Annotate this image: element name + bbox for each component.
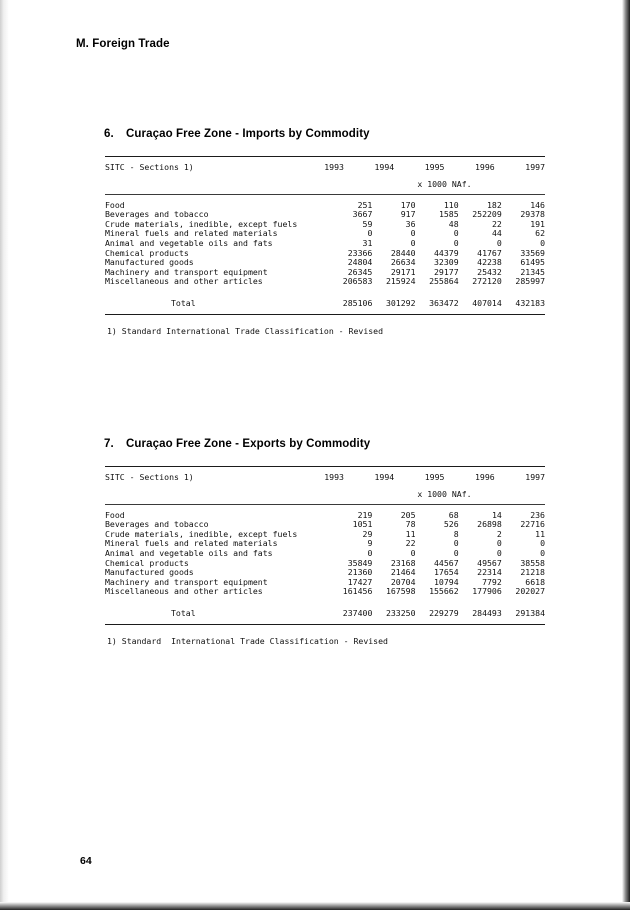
unit-spacer-4 xyxy=(495,174,545,194)
row-value: 17427 xyxy=(347,576,373,587)
row-value: 9 xyxy=(367,538,373,549)
row-label: Food xyxy=(105,199,125,210)
row-value: 22314 xyxy=(477,567,502,578)
row-value: 0 xyxy=(540,538,545,549)
table-header-row xyxy=(105,467,545,484)
row-value: 7792 xyxy=(482,576,502,587)
row-value: 44 xyxy=(491,228,502,239)
table-number: 7. xyxy=(104,438,114,450)
year-header-1994: 1994 xyxy=(374,472,395,482)
row-value: 205 xyxy=(400,509,416,520)
row-label: Machinery and transport equipment xyxy=(105,576,268,587)
row-value: 236 xyxy=(530,509,545,520)
row-value: 0 xyxy=(453,547,459,558)
table-block-exports xyxy=(8,438,630,646)
table-number: 6. xyxy=(104,128,114,140)
year-header-1996: 1996 xyxy=(475,472,495,482)
row-value: 2 xyxy=(496,528,502,539)
table-header-row xyxy=(105,157,545,174)
row-value: 285997 xyxy=(515,276,545,287)
row-value: 21345 xyxy=(520,266,545,277)
unit-spacer xyxy=(105,484,290,504)
year-header-1994: 1994 xyxy=(374,162,395,172)
scan-edge-bottom xyxy=(0,902,630,910)
row-value: 215924 xyxy=(385,276,416,287)
row-label: Manufactured goods xyxy=(105,257,194,268)
row-value: 44567 xyxy=(434,557,459,568)
row-value: 526 xyxy=(443,519,459,530)
row-value: 206583 xyxy=(342,276,373,287)
row-value: 252209 xyxy=(472,209,502,220)
row-value: 10794 xyxy=(434,576,459,587)
footnote-imports: 1) Standard International Trade Classification - Revised xyxy=(107,325,384,336)
row-value: 29177 xyxy=(434,266,459,277)
table-exports xyxy=(105,466,545,625)
table-title-text: Curaçao Free Zone - Exports by Commodity xyxy=(126,438,371,450)
total-value: 229279 xyxy=(429,607,459,618)
row-value: 0 xyxy=(496,538,502,549)
row-value: 26898 xyxy=(477,519,502,530)
scan-edge-right xyxy=(622,0,630,910)
row-value: 0 xyxy=(410,547,416,558)
table-imports-body xyxy=(105,195,545,314)
row-label: Animal and vegetable oils and fats xyxy=(105,547,273,558)
row-value: 161456 xyxy=(342,586,373,597)
row-value: 26634 xyxy=(390,257,416,268)
row-value: 21218 xyxy=(520,567,545,578)
row-value: 49567 xyxy=(477,557,502,568)
total-label: Total xyxy=(171,607,196,618)
row-label: Beverages and tobacco xyxy=(105,519,209,530)
row-value: 35849 xyxy=(347,557,373,568)
row-value: 28440 xyxy=(390,247,416,258)
total-value: 301292 xyxy=(385,297,416,308)
table-row xyxy=(105,277,545,290)
rule-bottom xyxy=(105,314,545,315)
row-value: 29 xyxy=(362,528,373,539)
unit-spacer-2 xyxy=(290,484,344,504)
row-label: Crude materials, inedible, except fuels xyxy=(105,218,298,229)
row-label: Machinery and transport equipment xyxy=(105,266,268,277)
year-header-1993: 1993 xyxy=(324,162,344,172)
row-value: 41767 xyxy=(477,247,502,258)
table-block-imports xyxy=(8,128,630,336)
row-value: 25432 xyxy=(477,266,502,277)
row-value: 36 xyxy=(405,218,416,229)
table-title-imports xyxy=(104,128,630,140)
row-value: 0 xyxy=(367,547,373,558)
row-label: Food xyxy=(105,509,125,520)
row-value: 11 xyxy=(405,528,416,539)
row-label: Manufactured goods xyxy=(105,567,194,578)
stub-header: SITC - Sections 1) xyxy=(105,162,194,172)
row-value: 23168 xyxy=(390,557,416,568)
row-label: Chemical products xyxy=(105,557,189,568)
row-value: 155662 xyxy=(429,586,459,597)
year-header-1996: 1996 xyxy=(475,162,495,172)
row-value: 21464 xyxy=(390,567,416,578)
row-value: 0 xyxy=(540,547,545,558)
row-value: 170 xyxy=(400,199,416,210)
row-value: 1585 xyxy=(438,209,459,220)
row-value: 177906 xyxy=(472,586,502,597)
row-value: 42238 xyxy=(477,257,502,268)
unit-label: x 1000 NAf. xyxy=(417,178,472,189)
row-value: 202027 xyxy=(515,586,545,597)
total-value: 291384 xyxy=(515,607,545,618)
table-row xyxy=(105,505,545,521)
row-value: 272120 xyxy=(472,276,502,287)
row-label: Mineral fuels and related materials xyxy=(105,538,278,549)
row-value: 62 xyxy=(535,228,545,239)
row-value: 14 xyxy=(491,509,502,520)
row-value: 31 xyxy=(362,237,373,248)
table-imports-grid xyxy=(105,157,545,194)
unit-label: x 1000 NAf. xyxy=(417,488,472,499)
unit-row xyxy=(105,484,545,504)
row-label: Miscellaneous and other articles xyxy=(105,276,263,287)
row-value: 59 xyxy=(362,218,373,229)
row-value: 26345 xyxy=(347,266,373,277)
row-value: 17654 xyxy=(434,567,459,578)
footnote-exports: 1) Standard International Trade Classification - Revised xyxy=(107,635,388,646)
rule-bottom xyxy=(105,624,545,625)
row-value: 22 xyxy=(491,218,502,229)
row-value: 0 xyxy=(410,237,416,248)
year-header-1995: 1995 xyxy=(424,472,445,482)
row-label: Crude materials, inedible, except fuels xyxy=(105,528,298,539)
unit-spacer-4 xyxy=(495,484,545,504)
row-value: 38558 xyxy=(520,557,545,568)
total-value: 284493 xyxy=(472,607,502,618)
row-value: 48 xyxy=(448,218,459,229)
row-label: Miscellaneous and other articles xyxy=(105,586,263,597)
row-value: 11 xyxy=(535,528,545,539)
table-total-row xyxy=(105,290,545,314)
row-value: 0 xyxy=(540,237,545,248)
total-label: Total xyxy=(171,297,196,308)
row-value: 32309 xyxy=(434,257,459,268)
row-value: 44379 xyxy=(434,247,459,258)
table-imports xyxy=(105,156,545,315)
unit-spacer-3 xyxy=(344,174,394,194)
row-value: 6618 xyxy=(525,576,545,587)
scan-edge-left xyxy=(0,0,9,910)
row-value: 8 xyxy=(453,528,459,539)
row-value: 78 xyxy=(405,519,416,530)
total-value: 237400 xyxy=(342,607,373,618)
row-value: 0 xyxy=(496,547,502,558)
row-value: 22 xyxy=(405,538,416,549)
unit-row xyxy=(105,174,545,194)
row-value: 0 xyxy=(410,228,416,239)
row-value: 0 xyxy=(367,228,373,239)
row-value: 110 xyxy=(443,199,459,210)
unit-spacer-2 xyxy=(290,174,344,194)
unit-spacer xyxy=(105,174,290,194)
total-value: 432183 xyxy=(515,297,545,308)
row-value: 20704 xyxy=(390,576,416,587)
table-exports-body xyxy=(105,505,545,624)
row-label: Mineral fuels and related materials xyxy=(105,228,278,239)
row-value: 29171 xyxy=(390,266,416,277)
table-title-text: Curaçao Free Zone - Imports by Commodity xyxy=(126,128,370,140)
row-value: 24804 xyxy=(347,257,373,268)
row-value: 61495 xyxy=(520,257,545,268)
row-value: 251 xyxy=(357,199,373,210)
page-number: 64 xyxy=(80,855,92,867)
total-value: 285106 xyxy=(342,297,373,308)
row-value: 1051 xyxy=(352,519,373,530)
row-value: 21360 xyxy=(347,567,373,578)
row-label: Animal and vegetable oils and fats xyxy=(105,237,273,248)
row-value: 22716 xyxy=(520,519,545,530)
row-value: 0 xyxy=(496,237,502,248)
row-value: 68 xyxy=(448,509,459,520)
year-header-1993: 1993 xyxy=(324,472,344,482)
year-header-1997: 1997 xyxy=(525,472,545,482)
table-exports-grid xyxy=(105,467,545,504)
stub-header: SITC - Sections 1) xyxy=(105,472,194,482)
row-value: 23366 xyxy=(347,247,373,258)
row-label: Chemical products xyxy=(105,247,189,258)
row-value: 33569 xyxy=(520,247,545,258)
year-header-1995: 1995 xyxy=(424,162,445,172)
table-row xyxy=(105,195,545,211)
total-value: 363472 xyxy=(429,297,459,308)
total-value: 233250 xyxy=(385,607,416,618)
row-value: 29378 xyxy=(520,209,545,220)
total-value: 407014 xyxy=(472,297,502,308)
row-label: Beverages and tobacco xyxy=(105,209,209,220)
table-row xyxy=(105,587,545,600)
row-value: 0 xyxy=(453,237,459,248)
row-value: 219 xyxy=(357,509,373,520)
row-value: 0 xyxy=(453,228,459,239)
row-value: 917 xyxy=(400,209,416,220)
row-value: 146 xyxy=(530,199,545,210)
row-value: 255864 xyxy=(429,276,459,287)
row-value: 191 xyxy=(530,218,545,229)
unit-spacer-3 xyxy=(344,484,394,504)
row-value: 0 xyxy=(453,538,459,549)
page-surface xyxy=(8,0,622,902)
table-total-row xyxy=(105,600,545,624)
row-value: 182 xyxy=(487,199,502,210)
row-value: 167598 xyxy=(385,586,416,597)
table-title-exports xyxy=(104,438,630,450)
row-value: 3667 xyxy=(352,209,373,220)
section-header: M. Foreign Trade xyxy=(76,38,170,50)
year-header-1997: 1997 xyxy=(525,162,545,172)
